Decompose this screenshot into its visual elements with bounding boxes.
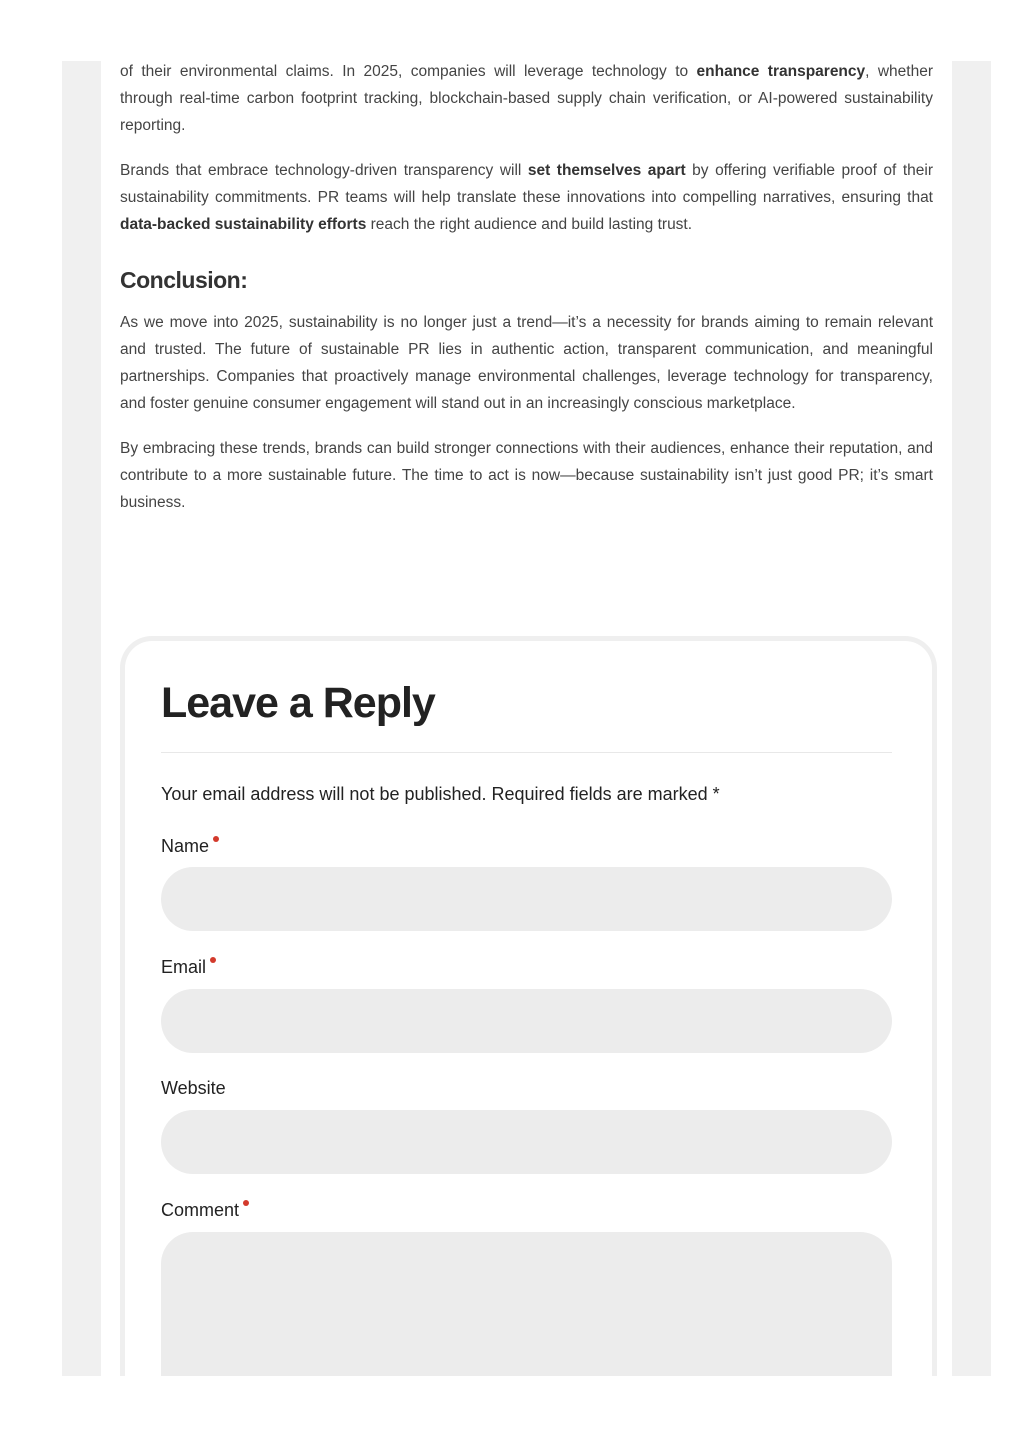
conclusion-heading: Conclusion: bbox=[120, 267, 248, 293]
divider bbox=[161, 752, 892, 753]
left-margin-strip bbox=[62, 61, 101, 1376]
required-dot-icon bbox=[213, 836, 219, 842]
email-field[interactable] bbox=[161, 989, 892, 1053]
paragraph-transparency: of their environmental claims. In 2025, companies will leverage technology to enhance transparency, whether through real-time carbon footprint tracking, blockchain-based supply chain verification, or AI-powered sustainability reporting. bbox=[120, 63, 933, 134]
name-label: Name bbox=[161, 836, 219, 857]
reply-form-card bbox=[120, 636, 937, 1441]
required-notice: Your email address will not be published. Required fields are marked * bbox=[161, 784, 720, 804]
website-field[interactable] bbox=[161, 1110, 892, 1174]
email-label: Email bbox=[161, 957, 216, 978]
paragraph-closing: By embracing these trends, brands can build stronger connections with their audiences, enhance their reputation, and contribute to a more sustainable future. The time to act is now—because sustainability isn’t just good PR; it’s smart business. bbox=[120, 440, 933, 511]
required-dot-icon bbox=[210, 957, 216, 963]
right-margin-strip bbox=[952, 61, 991, 1376]
name-field[interactable] bbox=[161, 867, 892, 931]
page-bottom bbox=[0, 1376, 1024, 1449]
article-body bbox=[120, 58, 933, 534]
comment-label: Comment bbox=[161, 1200, 249, 1221]
required-dot-icon bbox=[243, 1200, 249, 1206]
bold-enhance-transparency: enhance transparency bbox=[696, 63, 866, 80]
paragraph-brands: Brands that embrace technology-driven transparency will set themselves apart by offering verifiable proof of their sustainability commitments. PR teams will help translate these innovations into compelling narratives, ensuring that data-backed sustainability efforts reach the right audience and build lasting trust. bbox=[120, 162, 933, 233]
paragraph-conclusion: As we move into 2025, sustainability is no longer just a trend—it’s a necessity for brands aiming to remain relevant and trusted. The future of sustainable PR lies in authentic action, transparent communication, and meaningful partnerships. Companies that proactively manage environmental challenges, leverage technology for transparency, and foster genuine consumer engagement will stand out in an increasingly conscious marketplace. bbox=[120, 314, 933, 412]
website-label: Website bbox=[161, 1078, 226, 1098]
reply-title: Leave a Reply bbox=[161, 679, 435, 727]
bold-data-backed: data-backed sustainability efforts bbox=[120, 216, 367, 233]
bold-set-apart: set themselves apart bbox=[527, 162, 686, 179]
